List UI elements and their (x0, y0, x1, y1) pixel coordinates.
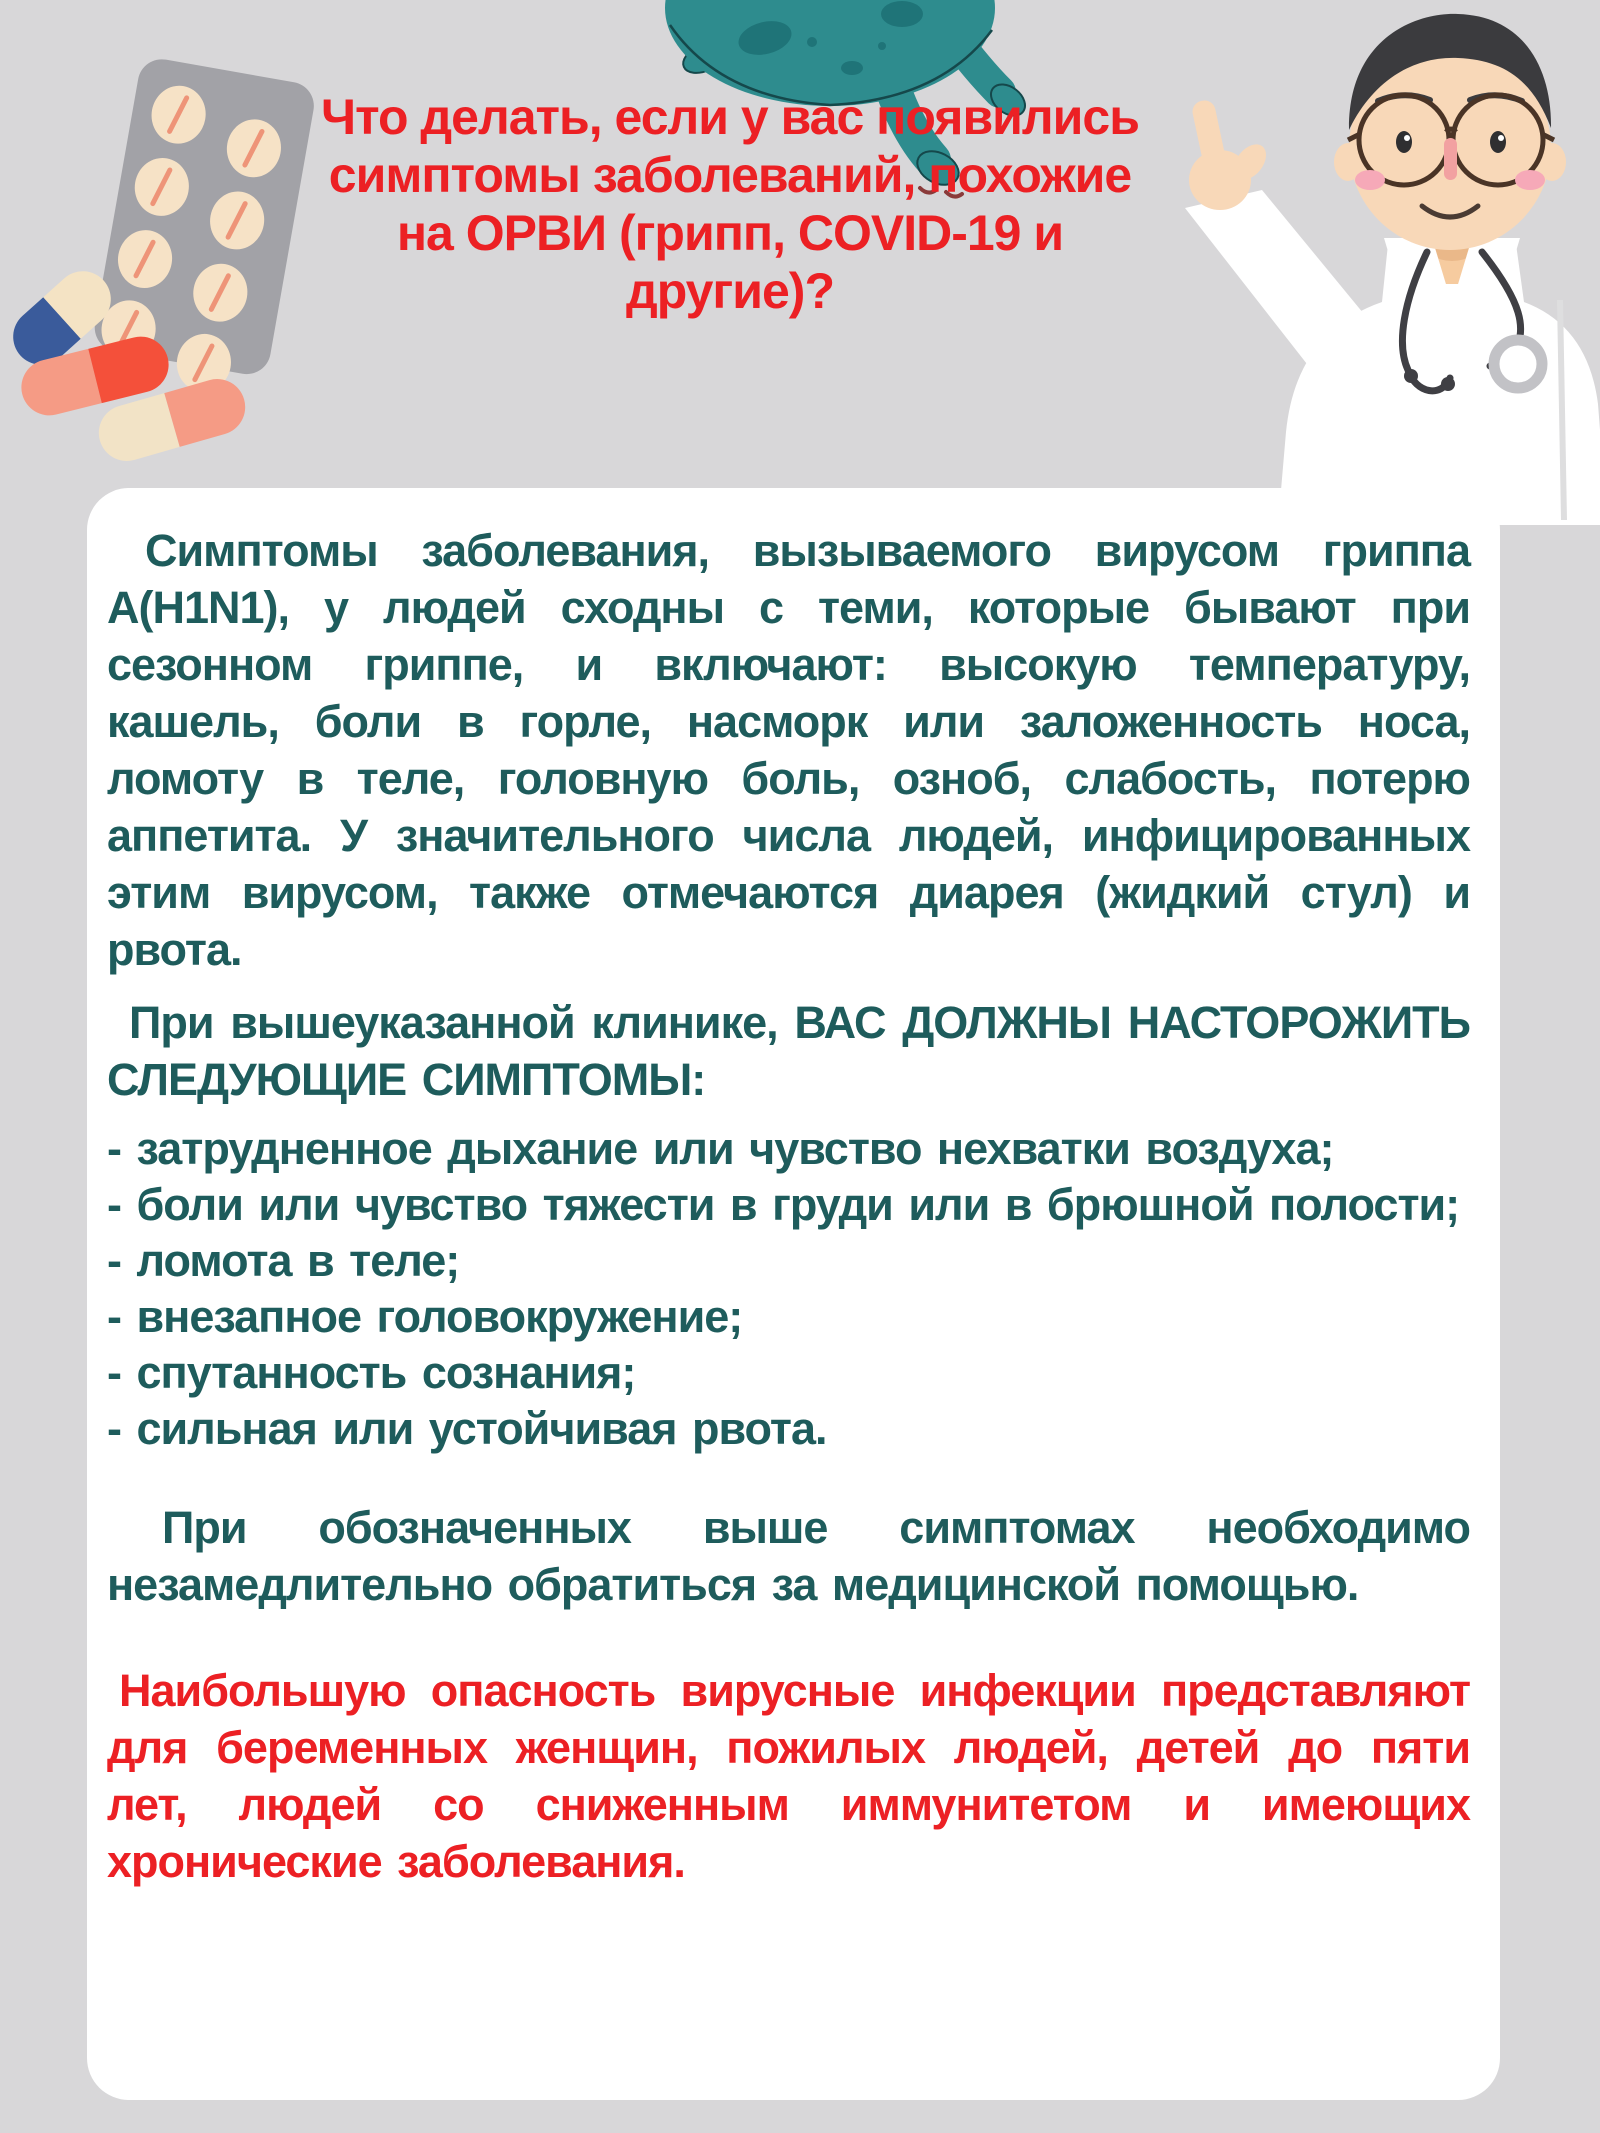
warning-symptom-item: - сильная или устойчивая рвота. (107, 1403, 827, 1454)
page-title-line: Что делать, если у вас появились (321, 89, 1139, 145)
page-title (265, 88, 1195, 320)
warning-symptom-item: - внезапное головокружение; (107, 1291, 743, 1342)
page-title-line: другие)? (626, 263, 834, 319)
warning-symptom-item: - спутанность сознания; (107, 1347, 636, 1398)
info-card (87, 488, 1500, 2100)
paragraph-seek-help: При обозначенных выше симптомах необходимо незамедлительно обратиться за медицинской помощью. (107, 1502, 1470, 1610)
page-title-line: симптомы заболеваний, похожие (328, 147, 1132, 203)
page-title-line: на ОРВИ (грипп, COVID-19 и (396, 205, 1064, 261)
warning-symptoms-list (107, 1121, 1470, 1457)
warning-symptom-item: - боли или чувство тяжести в груди или в брюшной полости; (107, 1179, 1460, 1230)
warning-symptom-item: - ломота в теле; (107, 1235, 460, 1286)
paragraph-warning-intro: При вышеуказанной клинике, ВАС ДОЛЖНЫ НАСТОРОЖИТЬ СЛЕДУЮЩИЕ СИМПТОМЫ: (107, 997, 1470, 1105)
warning-symptom-item: - затрудненное дыхание или чувство нехватки воздуха; (107, 1123, 1334, 1174)
paragraph-symptoms: Симптомы заболевания, вызываемого вирусом гриппа A(H1N1), у людей сходны с теми, которые бывают при сезонном гриппе, и включают: высокую температуру, кашель, боли в горле, насморк или заложенность носа, ломоту в теле, головную боль, озноб, слабость, потерю аппетита. У значительного числа людей, инфицированных этим вирусом, также отмечаются диарея (жидкий стул) и рвота. (107, 525, 1470, 975)
paragraph-risk-groups: Наибольшую опасность вирусные инфекции представляют для беременных женщин, пожилых людей, детей до пяти лет, людей со сниженным иммунитетом и имеющих хронические заболевания. (107, 1665, 1470, 1887)
